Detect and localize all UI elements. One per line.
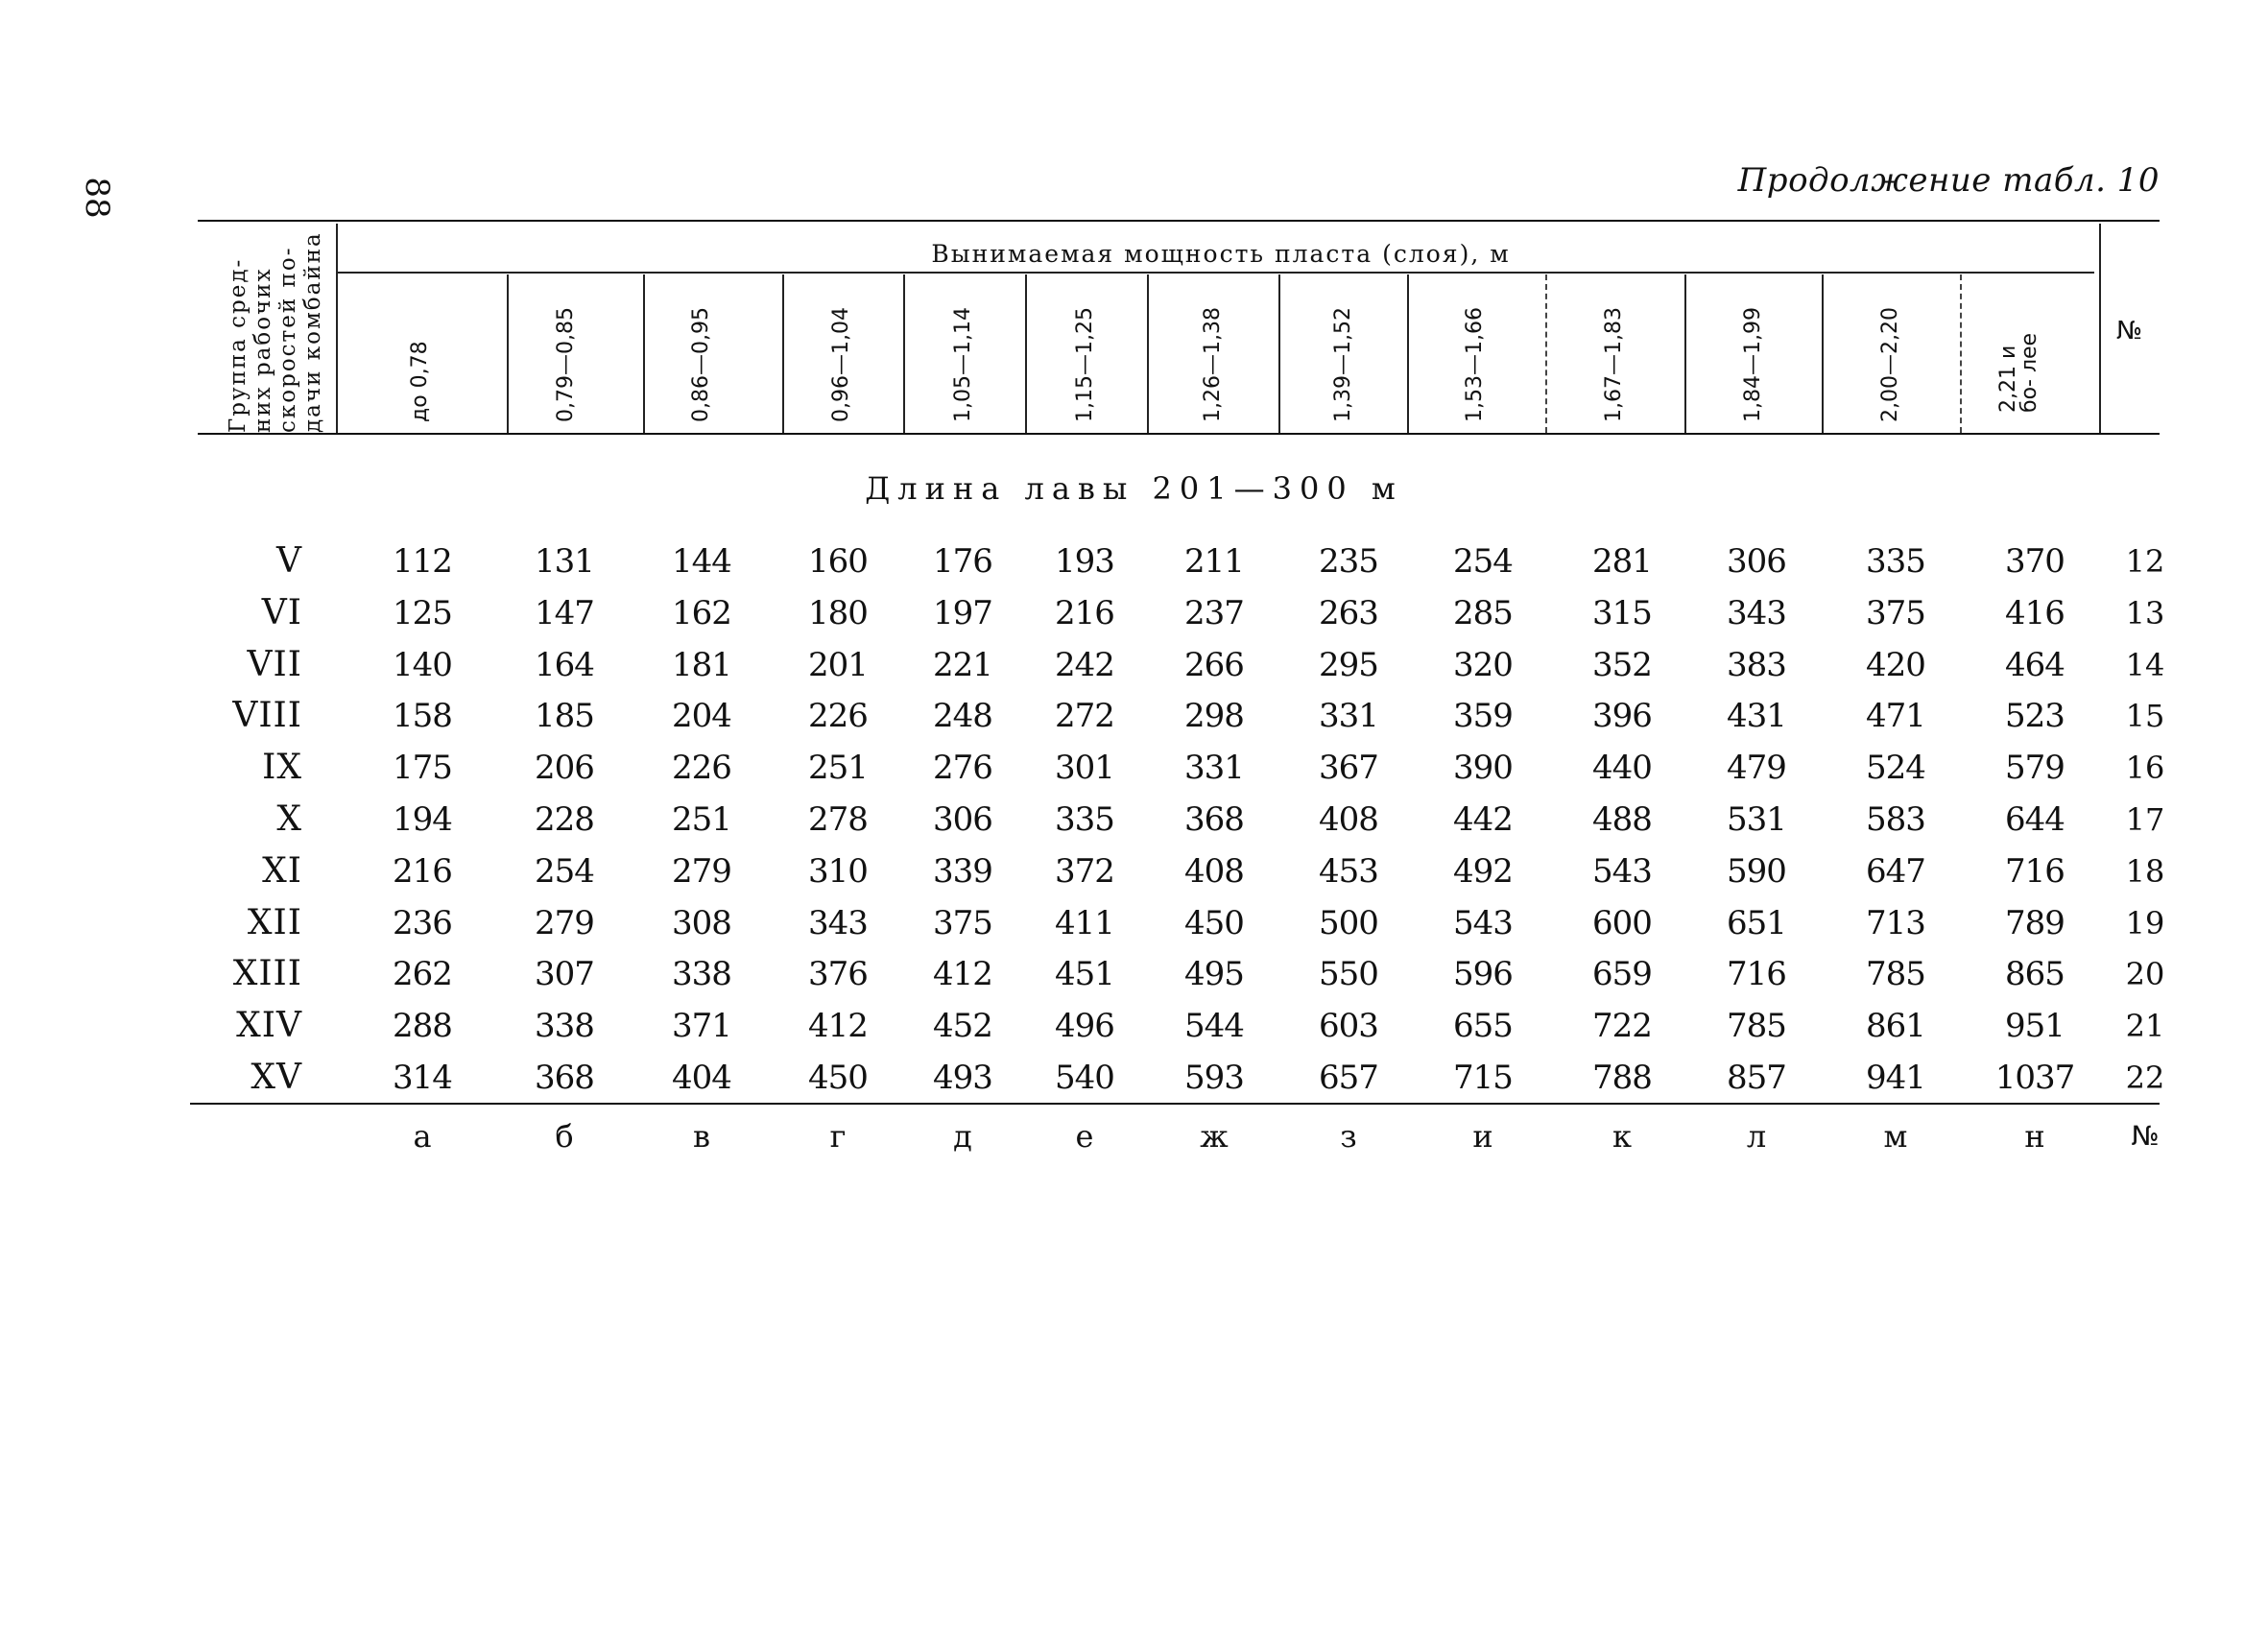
table-cell: 543: [1592, 852, 1652, 891]
table-cell: 339: [933, 852, 992, 891]
table-cell: 125: [393, 594, 452, 632]
table-cell: 404: [672, 1059, 731, 1097]
bottom-rule: [190, 1103, 2160, 1105]
table-cell: 492: [1453, 852, 1513, 891]
table-cell: 416: [2005, 594, 2065, 632]
table-cell: 201: [808, 646, 868, 684]
table-cell: 331: [1319, 697, 1378, 735]
table-cell: 531: [1727, 800, 1786, 839]
column-letter: б: [555, 1118, 574, 1155]
speed-group-label: XIII: [232, 954, 302, 993]
row-number: 12: [2125, 543, 2165, 580]
column-divider: [782, 274, 784, 433]
table-cell: 359: [1453, 697, 1513, 735]
table-cell: 112: [393, 542, 452, 581]
table-cell: 181: [672, 646, 731, 684]
table-cell: 716: [1727, 955, 1786, 993]
column-letter: н: [2024, 1118, 2045, 1155]
table-cell: 644: [2005, 800, 2065, 839]
column-header-zh: 1,26—1,38: [1201, 307, 1225, 422]
column-header-m: 2,00—2,20: [1878, 307, 1902, 422]
table-cell: 335: [1055, 800, 1114, 839]
table-cell: 857: [1727, 1059, 1786, 1097]
column-header-v: 0,86—0,95: [689, 307, 713, 422]
table-cell: 789: [2005, 904, 2065, 942]
table-cell: 164: [535, 646, 594, 684]
table-cell: 500: [1319, 904, 1378, 942]
table-cell: 216: [1055, 594, 1114, 632]
table-cell: 412: [933, 955, 992, 993]
row-number: 16: [2125, 750, 2165, 786]
table-cell: 140: [393, 646, 452, 684]
speed-group-label: XV: [251, 1058, 302, 1097]
table-row: [0, 742, 2268, 794]
table-cell: 471: [1866, 697, 1925, 735]
column-divider: [336, 224, 338, 433]
column-letter: к: [1612, 1118, 1632, 1155]
column-divider: [1025, 274, 1027, 433]
column-divider: [1960, 274, 1962, 433]
column-divider: [1822, 274, 1824, 433]
table-cell: 221: [933, 646, 992, 684]
table-cell: 451: [1055, 955, 1114, 993]
table-cell: 420: [1866, 646, 1925, 684]
footer-number-sign: №: [2131, 1120, 2160, 1152]
group-column-header: [213, 224, 338, 433]
table-cell: 715: [1453, 1059, 1513, 1097]
table-cell: 861: [1866, 1007, 1925, 1045]
table-cell: 263: [1319, 594, 1378, 632]
table-cell: 716: [2005, 852, 2065, 891]
thickness-super-header: Вынимаемая мощность пласта (слоя), м: [931, 240, 1511, 268]
table-cell: 375: [1866, 594, 1925, 632]
table-cell: 272: [1055, 697, 1114, 735]
table-cell: 298: [1184, 697, 1244, 735]
group-header-line: скоростей по-: [275, 246, 300, 433]
table-cell: 131: [535, 542, 594, 581]
row-number: 17: [2125, 801, 2165, 838]
table-cell: 408: [1184, 852, 1244, 891]
table-cell: 338: [672, 955, 731, 993]
column-letter: з: [1340, 1118, 1357, 1155]
table-cell: 314: [393, 1059, 452, 1097]
table-cell: 596: [1453, 955, 1513, 993]
table-cell: 370: [2005, 542, 2065, 581]
table-cell: 295: [1319, 646, 1378, 684]
speed-group-label: V: [276, 541, 302, 581]
table-cell: 367: [1319, 749, 1378, 787]
table-cell: 523: [2005, 697, 2065, 735]
table-cell: 338: [535, 1007, 594, 1045]
row-number: 13: [2125, 595, 2165, 631]
column-header-e: 1,15—1,25: [1073, 307, 1097, 422]
table-cell: 579: [2005, 749, 2065, 787]
table-cell: 495: [1184, 955, 1244, 993]
row-number: 21: [2125, 1008, 2165, 1044]
table-cell: 540: [1055, 1059, 1114, 1097]
table-cell: 306: [1727, 542, 1786, 581]
row-number: 20: [2125, 956, 2165, 992]
table-caption: Продолжение табл. 10: [1737, 161, 2160, 200]
table-cell: 593: [1184, 1059, 1244, 1097]
column-header-i: 1,53—1,66: [1463, 307, 1487, 422]
table-cell: 335: [1866, 542, 1925, 581]
table-cell: 310: [808, 852, 868, 891]
column-divider: [2099, 224, 2101, 433]
table-cell: 278: [808, 800, 868, 839]
column-header-b: 0,79—0,85: [554, 307, 578, 422]
column-header-n: 2,21 и бо- лее: [1996, 332, 2041, 413]
header-bottom-rule: [198, 433, 2160, 435]
group-header-line: дачи комбайна: [300, 231, 325, 433]
column-divider: [903, 274, 905, 433]
table-cell: 655: [1453, 1007, 1513, 1045]
speed-group-label: VII: [247, 645, 302, 684]
speed-group-label: XI: [262, 851, 302, 891]
column-divider: [1407, 274, 1409, 433]
number-column-header: №: [2116, 317, 2143, 345]
row-number: 22: [2125, 1060, 2165, 1096]
column-divider: [643, 274, 645, 433]
table-cell: 226: [672, 749, 731, 787]
table-cell: 147: [535, 594, 594, 632]
column-letter: и: [1472, 1118, 1493, 1155]
table-cell: 288: [393, 1007, 452, 1045]
table-cell: 372: [1055, 852, 1114, 891]
table-cell: 301: [1055, 749, 1114, 787]
table-cell: 450: [1184, 904, 1244, 942]
table-row: [0, 1000, 2268, 1052]
table-cell: 226: [808, 697, 868, 735]
column-header-k: 1,67—1,83: [1602, 307, 1626, 422]
table-cell: 236: [393, 904, 452, 942]
row-number: 15: [2125, 698, 2165, 734]
table-cell: 175: [393, 749, 452, 787]
table-cell: 160: [808, 542, 868, 581]
table-cell: 440: [1592, 749, 1652, 787]
table-row: [0, 1052, 2268, 1104]
table-row: [0, 846, 2268, 897]
table-cell: 285: [1453, 594, 1513, 632]
column-divider: [1278, 274, 1280, 433]
table-row: [0, 639, 2268, 691]
table-cell: 453: [1319, 852, 1378, 891]
table-cell: 343: [808, 904, 868, 942]
table-cell: 488: [1592, 800, 1652, 839]
table-cell: 524: [1866, 749, 1925, 787]
table-cell: 788: [1592, 1059, 1652, 1097]
table-cell: 590: [1727, 852, 1786, 891]
table-cell: 583: [1866, 800, 1925, 839]
table-cell: 180: [808, 594, 868, 632]
speed-group-label: VI: [261, 593, 302, 632]
table-cell: 185: [535, 697, 594, 735]
speed-group-label: XII: [247, 903, 302, 942]
column-letter: г: [829, 1118, 847, 1155]
table-cell: 941: [1866, 1059, 1925, 1097]
table-cell: 452: [933, 1007, 992, 1045]
table-cell: 308: [672, 904, 731, 942]
table-cell: 376: [808, 955, 868, 993]
header-top-rule: [198, 220, 2160, 222]
table-cell: 315: [1592, 594, 1652, 632]
table-cell: 352: [1592, 646, 1652, 684]
column-divider: [1545, 274, 1547, 433]
table-cell: 550: [1319, 955, 1378, 993]
table-cell: 657: [1319, 1059, 1378, 1097]
table-cell: 216: [393, 852, 452, 891]
column-letter: л: [1746, 1118, 1767, 1155]
table-cell: 254: [1453, 542, 1513, 581]
table-cell: 368: [535, 1059, 594, 1097]
table-cell: 496: [1055, 1007, 1114, 1045]
table-cell: 279: [535, 904, 594, 942]
table-cell: 204: [672, 697, 731, 735]
column-header-z: 1,39—1,52: [1331, 307, 1355, 422]
row-number: 18: [2125, 853, 2165, 890]
table-cell: 411: [1055, 904, 1114, 942]
column-header-g: 0,96—1,04: [829, 307, 853, 422]
column-divider: [1684, 274, 1686, 433]
table-cell: 306: [933, 800, 992, 839]
table-cell: 375: [933, 904, 992, 942]
table-cell: 371: [672, 1007, 731, 1045]
table-cell: 647: [1866, 852, 1925, 891]
column-header-d: 1,05—1,14: [951, 307, 975, 422]
table-cell: 162: [672, 594, 731, 632]
table-row: [0, 948, 2268, 1000]
column-header-a: до 0,78: [408, 341, 432, 422]
table-cell: 865: [2005, 955, 2065, 993]
group-header-line: Группа сред-: [226, 257, 251, 433]
table-cell: 331: [1184, 749, 1244, 787]
table-cell: 442: [1453, 800, 1513, 839]
table-cell: 248: [933, 697, 992, 735]
table-row: [0, 536, 2268, 587]
table-cell: 543: [1453, 904, 1513, 942]
table-cell: 651: [1727, 904, 1786, 942]
column-letter: а: [413, 1118, 432, 1155]
table-cell: 176: [933, 542, 992, 581]
speed-group-label: IX: [262, 748, 302, 787]
column-letter: д: [953, 1118, 972, 1155]
table-cell: 276: [933, 749, 992, 787]
table-cell: 412: [808, 1007, 868, 1045]
column-header-l: 1,84—1,99: [1741, 307, 1765, 422]
table-row: [0, 897, 2268, 949]
table-cell: 158: [393, 697, 452, 735]
table-cell: 279: [672, 852, 731, 891]
table-cell: 396: [1592, 697, 1652, 735]
table-cell: 544: [1184, 1007, 1244, 1045]
group-header-line: них рабочих: [251, 267, 275, 433]
table-cell: 383: [1727, 646, 1786, 684]
section-title: Длина лавы 201—300 м: [865, 470, 1403, 507]
table-cell: 479: [1727, 749, 1786, 787]
table-cell: 408: [1319, 800, 1378, 839]
page-number: 88: [78, 177, 116, 219]
table-cell: 343: [1727, 594, 1786, 632]
table-cell: 951: [2005, 1007, 2065, 1045]
table-cell: 713: [1866, 904, 1925, 942]
speed-group-label: VIII: [232, 696, 302, 735]
table-cell: 251: [808, 749, 868, 787]
table-cell: 600: [1592, 904, 1652, 942]
column-letter: в: [692, 1118, 710, 1155]
table-cell: 144: [672, 542, 731, 581]
table-cell: 254: [535, 852, 594, 891]
table-cell: 242: [1055, 646, 1114, 684]
table-row: [0, 587, 2268, 639]
table-cell: 785: [1727, 1007, 1786, 1045]
column-letter: ж: [1200, 1118, 1229, 1155]
table-cell: 320: [1453, 646, 1513, 684]
table-cell: 464: [2005, 646, 2065, 684]
table-cell: 235: [1319, 542, 1378, 581]
table-row: [0, 690, 2268, 742]
table-cell: 493: [933, 1059, 992, 1097]
table-cell: 197: [933, 594, 992, 632]
footer-letter-row: [0, 1109, 2268, 1163]
column-letter: м: [1883, 1118, 1908, 1155]
table-cell: 194: [393, 800, 452, 839]
table-cell: 1037: [1994, 1059, 2075, 1097]
table-cell: 722: [1592, 1007, 1652, 1045]
table-cell: 785: [1866, 955, 1925, 993]
column-letter: е: [1075, 1118, 1094, 1155]
table-cell: 237: [1184, 594, 1244, 632]
table-cell: 206: [535, 749, 594, 787]
table-cell: 281: [1592, 542, 1652, 581]
table-cell: 211: [1184, 542, 1244, 581]
row-number: 14: [2125, 647, 2165, 683]
column-divider: [1147, 274, 1149, 433]
table-cell: 262: [393, 955, 452, 993]
table-cell: 390: [1453, 749, 1513, 787]
table-cell: 431: [1727, 697, 1786, 735]
table-cell: 659: [1592, 955, 1652, 993]
table-cell: 368: [1184, 800, 1244, 839]
table-cell: 307: [535, 955, 594, 993]
table-cell: 450: [808, 1059, 868, 1097]
row-number: 19: [2125, 905, 2165, 941]
speed-group-label: X: [276, 799, 302, 839]
table-row: [0, 794, 2268, 846]
table-cell: 251: [672, 800, 731, 839]
table-cell: 228: [535, 800, 594, 839]
table-cell: 193: [1055, 542, 1114, 581]
table-cell: 603: [1319, 1007, 1378, 1045]
speed-group-label: XIV: [236, 1006, 302, 1045]
table-cell: 266: [1184, 646, 1244, 684]
column-divider: [507, 274, 509, 433]
super-header-rule: [338, 272, 2094, 274]
